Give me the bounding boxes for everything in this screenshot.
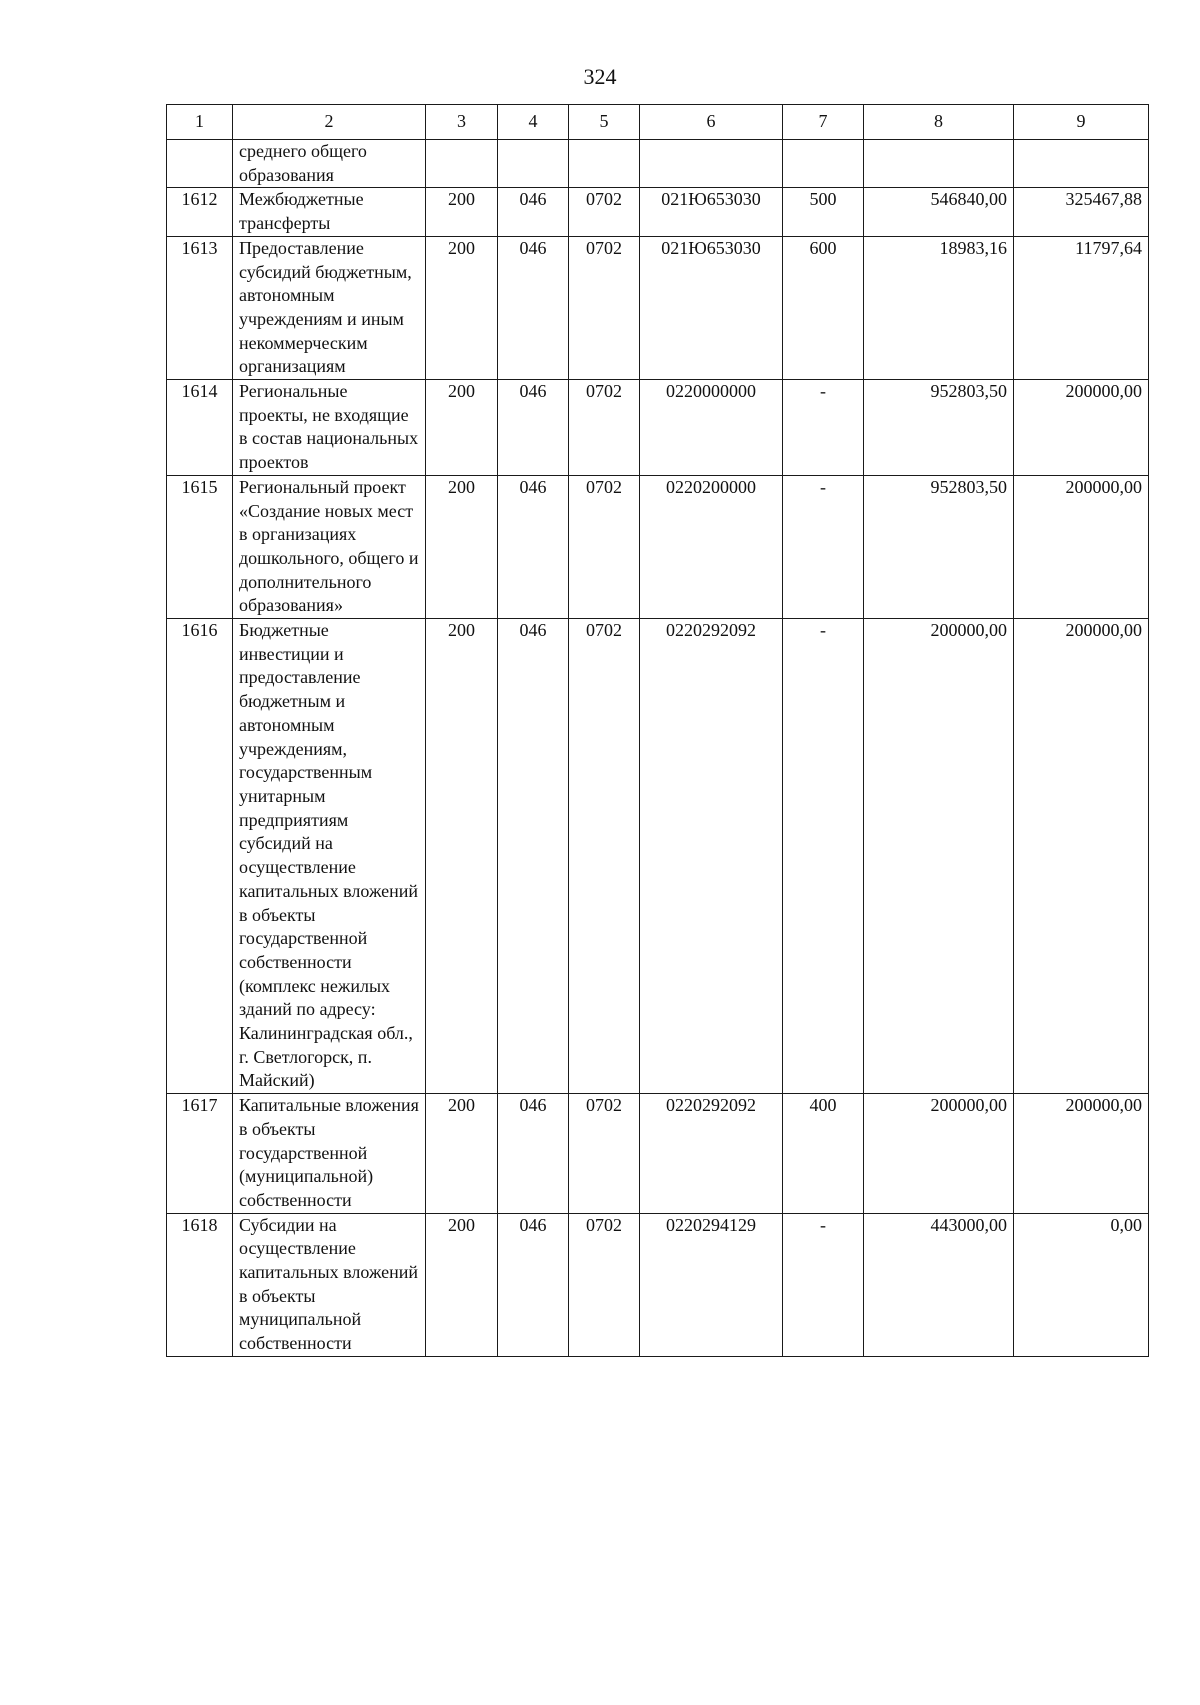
- cell-col-5: 0702: [569, 1213, 640, 1356]
- cell-col-6: [640, 140, 783, 188]
- cell-col-7: 400: [783, 1094, 864, 1214]
- table-row: [167, 475, 1149, 618]
- table-row: [167, 1213, 1149, 1356]
- cell-col-4: 046: [498, 380, 569, 476]
- table-row: [167, 236, 1149, 379]
- header-col-6: 6: [640, 105, 783, 140]
- cell-col-9: 11797,64: [1014, 236, 1149, 379]
- header-col-5: 5: [569, 105, 640, 140]
- cell-col-6: 0220294129: [640, 1213, 783, 1356]
- page-number: 324: [583, 64, 617, 89]
- cell-col-8: 952803,50: [864, 380, 1014, 476]
- cell-col-4: 046: [498, 1094, 569, 1214]
- header-col-7: 7: [783, 105, 864, 140]
- row-name: Региональный проект «Создание новых мест в организациях дошкольного, общего и дополнительного образования»: [233, 475, 426, 618]
- row-number: 1612: [167, 188, 233, 236]
- row-number: 1618: [167, 1213, 233, 1356]
- table-row: [167, 619, 1149, 1094]
- cell-col-8: 443000,00: [864, 1213, 1014, 1356]
- row-number: 1614: [167, 380, 233, 476]
- header-col-2: 2: [233, 105, 426, 140]
- cell-col-8: 18983,16: [864, 236, 1014, 379]
- cell-col-3: [426, 140, 498, 188]
- cell-col-7: -: [783, 619, 864, 1094]
- header-col-8: 8: [864, 105, 1014, 140]
- cell-col-8: 546840,00: [864, 188, 1014, 236]
- cell-col-9: 200000,00: [1014, 475, 1149, 618]
- cell-col-8: 200000,00: [864, 1094, 1014, 1214]
- cell-col-5: 0702: [569, 475, 640, 618]
- cell-col-5: 0702: [569, 1094, 640, 1214]
- cell-col-7: 500: [783, 188, 864, 236]
- cell-col-4: 046: [498, 475, 569, 618]
- cell-col-3: 200: [426, 1094, 498, 1214]
- row-number: 1616: [167, 619, 233, 1094]
- cell-col-6: 021Ю653030: [640, 236, 783, 379]
- cell-col-3: 200: [426, 1213, 498, 1356]
- row-name: Предоставление субсидий бюджетным, автономным учреждениям и иным некоммерческим организациям: [233, 236, 426, 379]
- cell-col-3: 200: [426, 236, 498, 379]
- header-col-3: 3: [426, 105, 498, 140]
- cell-col-7: -: [783, 475, 864, 618]
- cell-col-8: 200000,00: [864, 619, 1014, 1094]
- cell-col-4: 046: [498, 619, 569, 1094]
- cell-col-7: [783, 140, 864, 188]
- row-name: Региональные проекты, не входящие в состав национальных проектов: [233, 380, 426, 476]
- cell-col-3: 200: [426, 188, 498, 236]
- cell-col-6: 0220200000: [640, 475, 783, 618]
- table-row: [167, 1094, 1149, 1214]
- cell-col-9: [1014, 140, 1149, 188]
- cell-col-7: -: [783, 1213, 864, 1356]
- row-name: Капитальные вложения в объекты государственной (муниципальной) собственности: [233, 1094, 426, 1214]
- header-col-9: 9: [1014, 105, 1149, 140]
- cell-col-9: 200000,00: [1014, 1094, 1149, 1214]
- cell-col-6: 0220000000: [640, 380, 783, 476]
- cell-col-4: 046: [498, 188, 569, 236]
- cell-col-8: 952803,50: [864, 475, 1014, 618]
- budget-table: [166, 104, 1149, 1357]
- header-col-1: 1: [167, 105, 233, 140]
- cell-col-8: [864, 140, 1014, 188]
- header-row: [167, 105, 1149, 140]
- cell-col-3: 200: [426, 380, 498, 476]
- row-name: среднего общего образования: [233, 140, 426, 188]
- cell-col-6: 021Ю653030: [640, 188, 783, 236]
- cell-col-6: 0220292092: [640, 1094, 783, 1214]
- row-name: Межбюджетные трансферты: [233, 188, 426, 236]
- row-name: Субсидии на осуществление капитальных вложений в объекты муниципальной собственности: [233, 1213, 426, 1356]
- cell-col-9: 200000,00: [1014, 380, 1149, 476]
- row-number: [167, 140, 233, 188]
- cell-col-9: 325467,88: [1014, 188, 1149, 236]
- cell-col-5: 0702: [569, 619, 640, 1094]
- row-number: 1617: [167, 1094, 233, 1214]
- cell-col-5: 0702: [569, 380, 640, 476]
- cell-col-7: 600: [783, 236, 864, 379]
- table-row: [167, 140, 1149, 188]
- cell-col-4: [498, 140, 569, 188]
- row-name: Бюджетные инвестиции и предоставление бюджетным и автономным учреждениям, государственным унитарным предприятиям субсидий на осуществление капитальных вложений в объекты государственной собственности (комплекс нежилых зданий по адресу: Калининградская обл., г. Светлогорск, п. Майский): [233, 619, 426, 1094]
- header-col-4: 4: [498, 105, 569, 140]
- cell-col-5: 0702: [569, 188, 640, 236]
- table-row: [167, 380, 1149, 476]
- row-number: 1615: [167, 475, 233, 618]
- cell-col-9: 0,00: [1014, 1213, 1149, 1356]
- cell-col-4: 046: [498, 236, 569, 379]
- cell-col-5: 0702: [569, 236, 640, 379]
- cell-col-5: [569, 140, 640, 188]
- cell-col-3: 200: [426, 619, 498, 1094]
- row-number: 1613: [167, 236, 233, 379]
- cell-col-3: 200: [426, 475, 498, 618]
- cell-col-9: 200000,00: [1014, 619, 1149, 1094]
- table-row: [167, 188, 1149, 236]
- cell-col-4: 046: [498, 1213, 569, 1356]
- cell-col-7: -: [783, 380, 864, 476]
- cell-col-6: 0220292092: [640, 619, 783, 1094]
